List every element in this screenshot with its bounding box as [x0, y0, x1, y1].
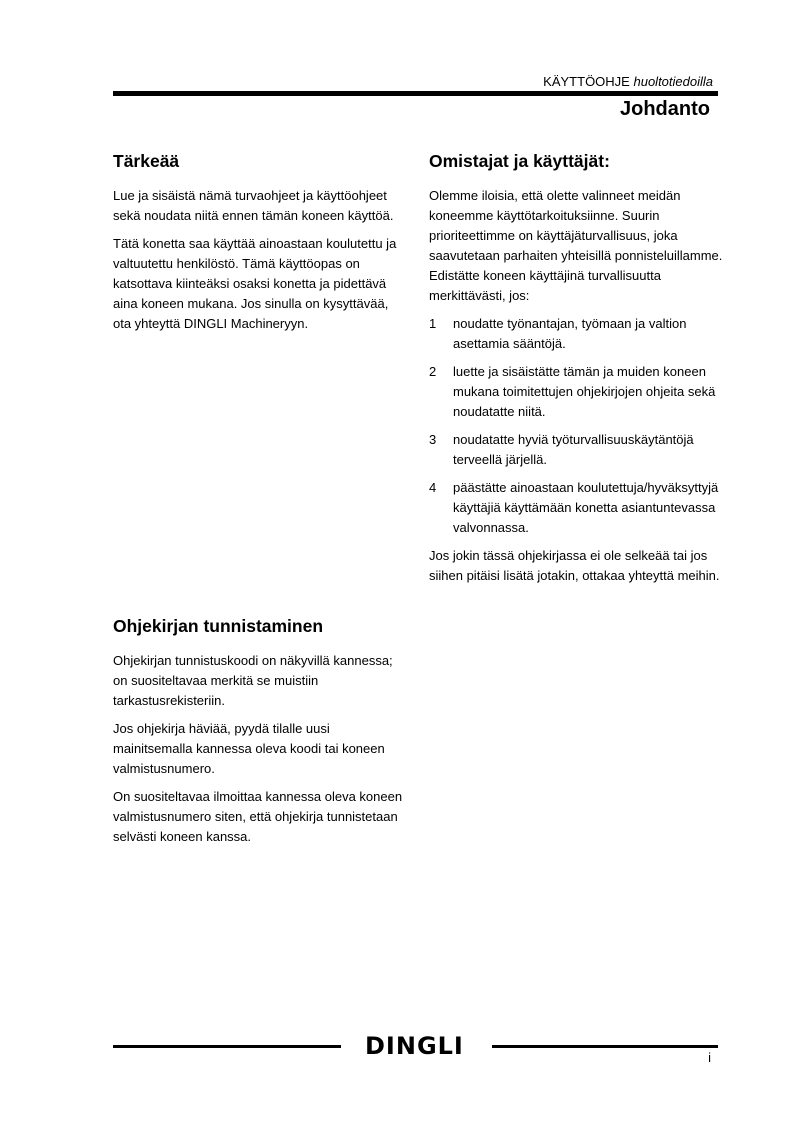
list-text: noudatte työnantajan, työmaan ja valtion asettamia sääntöjä.: [453, 316, 687, 351]
list-number: 1: [429, 316, 437, 331]
page-title: Johdanto: [620, 98, 710, 120]
manual-header: [543, 74, 713, 89]
list-number: 3: [429, 432, 437, 447]
list-text: noudatatte hyviä työturvallisuuskäytäntöjä terveellä järjellä.: [453, 432, 694, 467]
identify-paragraph: On suositeltavaa ilmoittaa kannessa oleva koneen valmistusnumero siten, että ohjekirja tunnistetaan selvästi koneen kanssa.: [113, 789, 403, 844]
identify-paragraph: Jos ohjekirja häviää, pyydä tilalle uusi mainitsemalla kannessa oleva koodi tai koneen valmistusnumero.: [113, 721, 385, 776]
owners-closing: Jos jokin tässä ohjekirjassa ei ole selkeää tai jos siihen pitäisi lisätä jotakin, ottakaa yhteyttä meihin.: [429, 548, 720, 583]
identify-paragraph: Ohjekirjan tunnistuskoodi on näkyvillä kannessa; on suositeltavaa merkitä se muistiin tarkastusrekisteriin.: [113, 653, 393, 708]
page-number: i: [708, 1050, 711, 1065]
important-section: [113, 150, 408, 342]
identify-heading: Ohjekirjan tunnistaminen: [113, 616, 324, 636]
footer-divider-right: [492, 1045, 718, 1048]
dingli-logo: DINGLI: [365, 1032, 464, 1060]
important-heading: Tärkeää: [113, 151, 180, 171]
owners-list: [429, 314, 729, 538]
list-number: 4: [429, 480, 437, 495]
list-item: [429, 314, 729, 354]
list-number: 2: [429, 364, 437, 379]
list-item: [429, 478, 729, 538]
list-text: luette ja sisäistätte tämän ja muiden koneen mukana toimitettujen ohjekirjojen ohjeita sekä noudatatte niitä.: [453, 364, 716, 419]
owners-section: [429, 150, 729, 594]
footer-divider-left: [113, 1045, 341, 1048]
identify-section: [113, 615, 408, 855]
header-divider: [113, 91, 718, 96]
owners-intro: Olemme iloisia, että olette valinneet meidän koneemme käyttötarkoituksiinne. Suurin prioriteettimme on käyttäjäturvallisuus, joka saavutetaan parhaiten yhteisillä ponnisteluillamme. Edistätte koneen käyttäjinä turvallisuutta merkittävästi, jos:: [429, 188, 723, 303]
important-paragraph: Tätä konetta saa käyttää ainoastaan koulutettu ja valtuutettu henkilöstö. Tämä käyttöopas on katsottava kiinteäksi osaksi konetta ja pidettävä aina koneen mukana. Jos sinulla on kysyttävää, ota yhteyttä DINGLI Machineryyn.: [113, 236, 397, 331]
manual-sub: huoltotiedoilla: [633, 74, 713, 89]
list-item: [429, 362, 729, 422]
owners-heading: Omistajat ja käyttäjät:: [429, 151, 610, 171]
manual-label: KÄYTTÖOHJE: [543, 74, 630, 89]
list-item: [429, 430, 729, 470]
important-paragraph: Lue ja sisäistä nämä turvaohjeet ja käyttöohjeet sekä noudata niitä ennen tämän koneen käyttöä.: [113, 188, 394, 223]
list-text: päästätte ainoastaan koulutettuja/hyväksyttyjä käyttäjiä käyttämään konetta asiantuntevassa valvonnassa.: [453, 480, 719, 535]
